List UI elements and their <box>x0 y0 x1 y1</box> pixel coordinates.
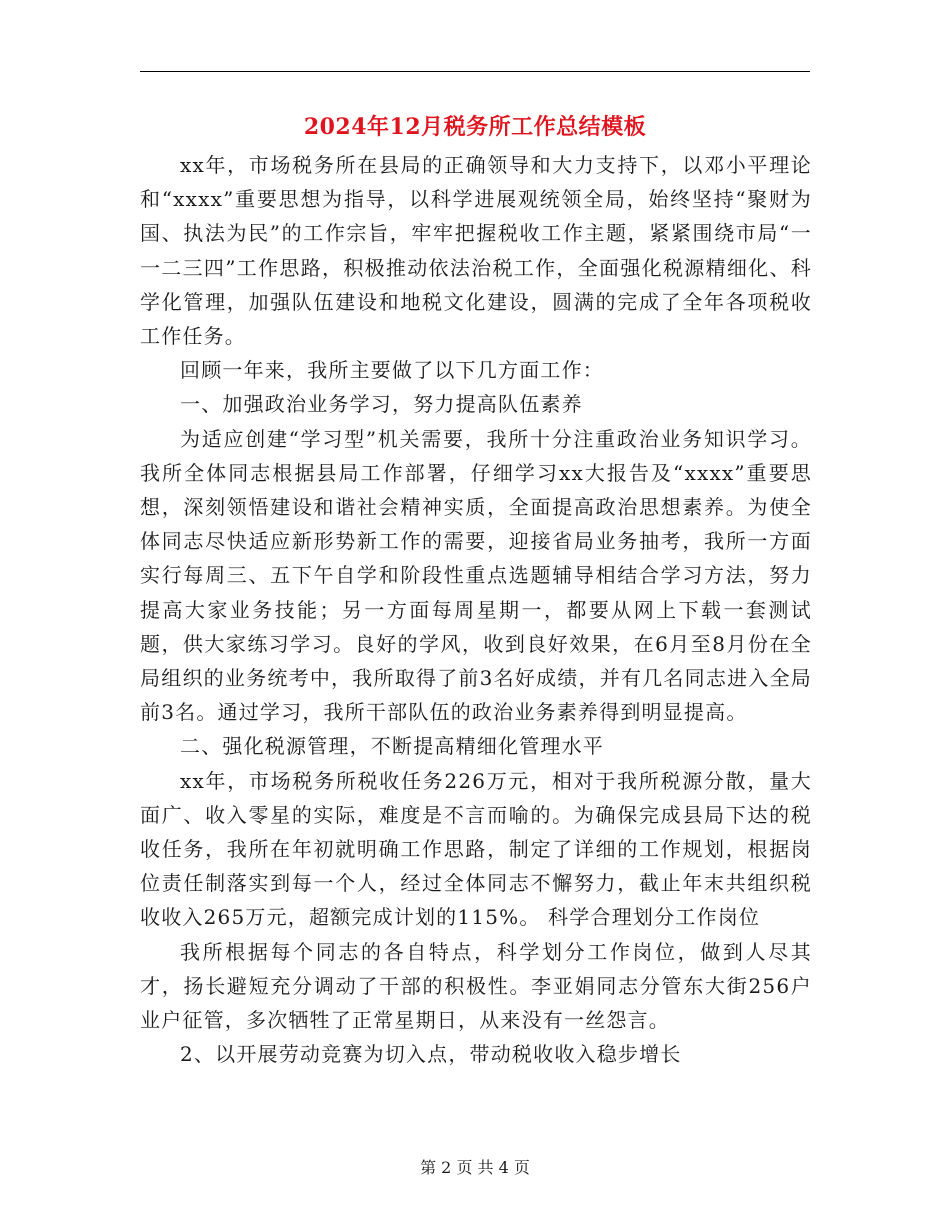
document-body <box>140 148 812 1071</box>
subsection-heading-2: 2、以开展劳动竞赛为切入点，带动税收收入稳步增长 <box>180 1042 682 1067</box>
header-rule <box>140 71 810 72</box>
paragraph-positions: 我所根据每个同志的各自特点，科学划分工作岗位，做到人尽其才，扬长避短充分调动了干部的积极性。李亚娟同志分管东大街256户业户征管，多次牺牲了正常星期日，从来没有一丝怨言。 <box>140 939 812 1033</box>
page-number: 第 2 页 共 4 页 <box>420 1158 530 1177</box>
paragraph-tax-task: xx年，市场税务所税收任务226万元，相对于我所税源分散，量大面广、收入零星的实际，难度是不言而喻的。为确保完成县局下达的税收任务，我所在年初就明确工作思路，制定了详细的工作规划，根据岗位责任制落实到每一个人，经过全体同志不懈努力，截止年末共组织税收收入265万元，超额完成计划的115%。 科学合理划分工作岗位 <box>140 768 812 930</box>
paragraph-review: 回顾一年来，我所主要做了以下几方面工作： <box>180 358 604 383</box>
document-title: 2024年12月税务所工作总结模板 <box>303 114 647 140</box>
paragraph-intro: xx年，市场税务所在县局的正确领导和大力支持下，以邓小平理论和“xxxx”重要思想为指导，以科学进展观统领全局，始终坚持“聚财为国、执法为民”的工作宗旨，牢牢把握税收工作主题，紧紧围绕市局“一一二三四”工作思路，积极推动依法治税工作，全面强化税源精细化、科学化管理，加强队伍建设和地税文化建设，圆满的完成了全年各项税收工作任务。 <box>140 153 812 349</box>
section-heading-2: 二、强化税源管理，不断提高精细化管理水平 <box>180 734 604 759</box>
paragraph-study: 为适应创建“学习型”机关需要，我所十分注重政治业务知识学习。我所全体同志根据县局工作部署，仔细学习xx大报告及“xxxx”重要思想，深刻领悟建设和谐社会精神实质，全面提高政治思想素养。为使全体同志尽快适应新形势新工作的需要，迎接省局业务抽考，我所一方面实行每周三、五下午自学和阶段性重点选题辅导相结合学习方法，努力提高大家业务技能；另一方面每周星期一，都要从网上下载一套测试题，供大家练习学习。良好的学风，收到良好效果，在6月至8月份在全局组织的业务统考中，我所取得了前3名好成绩，并有几名同志进入全局前3名。通过学习，我所干部队伍的政治业务素养得到明显提高。 <box>140 426 812 725</box>
section-heading-1: 一、加强政治业务学习，努力提高队伍素养 <box>180 392 583 417</box>
